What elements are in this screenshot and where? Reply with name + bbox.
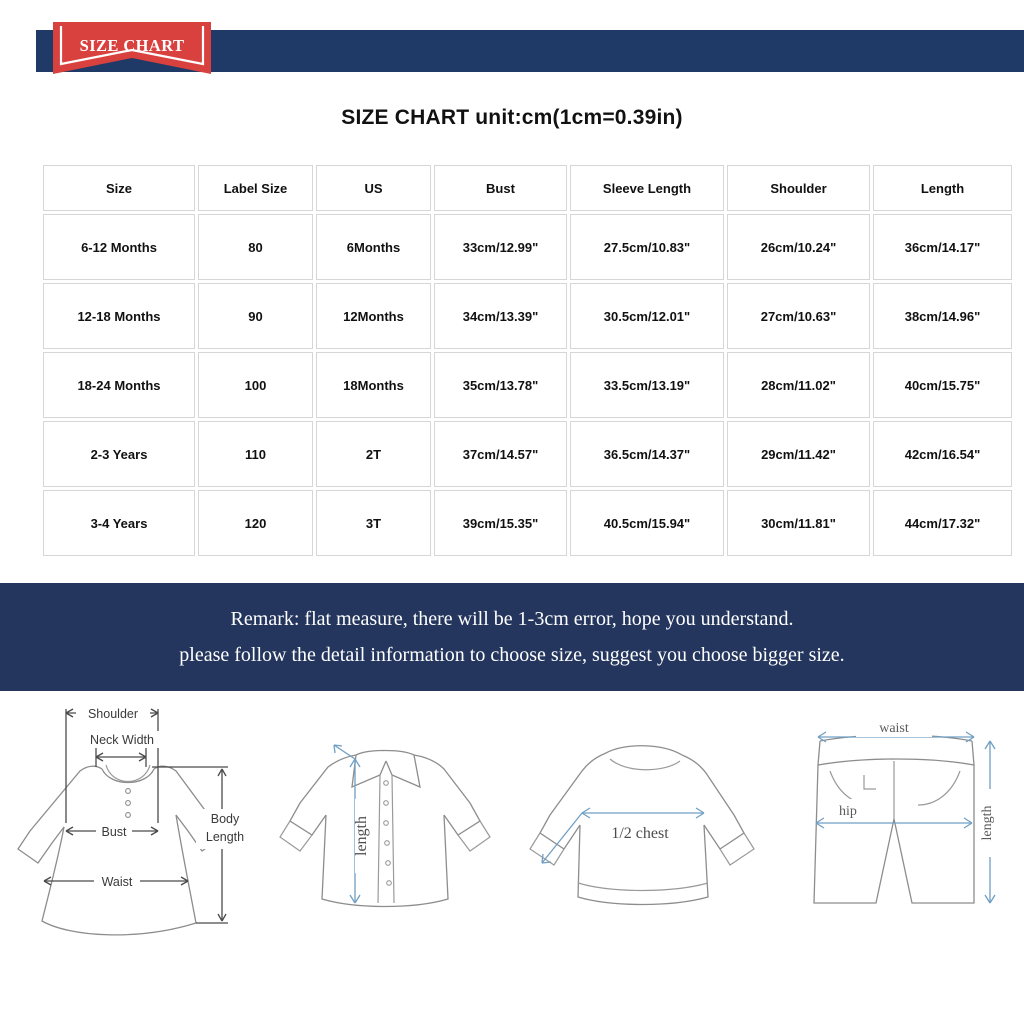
cell-size: 3-4 Years xyxy=(43,490,195,556)
cell-bust: 37cm/14.57" xyxy=(434,421,567,487)
cell-label-size: 110 xyxy=(198,421,313,487)
cell-sleeve-length: 36.5cm/14.37" xyxy=(570,421,724,487)
pants-hip-label: hip xyxy=(839,804,857,819)
cell-us: 12Months xyxy=(316,283,431,349)
ribbon-label: SIZE CHART xyxy=(79,36,185,55)
cell-bust: 33cm/12.99" xyxy=(434,214,567,280)
column-header-bust: Bust xyxy=(434,165,567,211)
cell-length: 40cm/15.75" xyxy=(873,352,1012,418)
measurement-diagrams xyxy=(0,691,1024,951)
cell-size: 6-12 Months xyxy=(43,214,195,280)
cell-shoulder: 27cm/10.63" xyxy=(727,283,870,349)
cell-bust: 39cm/15.35" xyxy=(434,490,567,556)
shirt-illustration-icon xyxy=(256,691,512,951)
cell-size: 2-3 Years xyxy=(43,421,195,487)
table-row xyxy=(43,214,1012,280)
diagram-dress xyxy=(0,691,256,951)
remark-line-2: please follow the detail information to choose size, suggest you choose bigger size. xyxy=(179,644,845,666)
cell-us: 2T xyxy=(316,421,431,487)
cell-us: 3T xyxy=(316,490,431,556)
dress-bust-label: Bust xyxy=(101,825,127,839)
dress-waist-label: Waist xyxy=(101,875,133,889)
table-row xyxy=(43,421,1012,487)
pants-illustration-icon xyxy=(768,691,1024,951)
diagram-shirt xyxy=(256,691,512,951)
diagram-sweatshirt xyxy=(512,691,768,951)
cell-sleeve-length: 30.5cm/12.01" xyxy=(570,283,724,349)
cell-shoulder: 28cm/11.02" xyxy=(727,352,870,418)
column-header-length: Length xyxy=(873,165,1012,211)
cell-sleeve-length: 33.5cm/13.19" xyxy=(570,352,724,418)
cell-length: 36cm/14.17" xyxy=(873,214,1012,280)
cell-length: 42cm/16.54" xyxy=(873,421,1012,487)
pants-waist-label: waist xyxy=(879,721,909,736)
cell-size: 18-24 Months xyxy=(43,352,195,418)
cell-label-size: 90 xyxy=(198,283,313,349)
remark-band xyxy=(0,583,1024,691)
table-header xyxy=(43,165,1012,211)
shirt-length-label: length xyxy=(353,816,370,856)
cell-label-size: 80 xyxy=(198,214,313,280)
cell-bust: 34cm/13.39" xyxy=(434,283,567,349)
column-header-shoulder: Shoulder xyxy=(727,165,870,211)
column-header-us: US xyxy=(316,165,431,211)
top-banner xyxy=(0,0,1024,96)
cell-shoulder: 26cm/10.24" xyxy=(727,214,870,280)
column-header-label-size: Label Size xyxy=(198,165,313,211)
cell-us: 6Months xyxy=(316,214,431,280)
size-chart-ribbon xyxy=(53,22,211,90)
cell-length: 38cm/14.96" xyxy=(873,283,1012,349)
dress-shoulder-label: Shoulder xyxy=(87,707,139,721)
table-row xyxy=(43,352,1012,418)
cell-label-size: 120 xyxy=(198,490,313,556)
page-title: SIZE CHART unit:cm(1cm=0.39in) xyxy=(341,106,683,129)
pants-length-label: length xyxy=(980,805,995,841)
column-header-size: Size xyxy=(43,165,195,211)
diagram-pants xyxy=(768,691,1024,951)
sweatshirt-half-chest-label: 1/2 chest xyxy=(611,825,669,842)
dress-neck-width-label: Neck Width xyxy=(90,733,154,747)
cell-us: 18Months xyxy=(316,352,431,418)
cell-shoulder: 29cm/11.42" xyxy=(727,421,870,487)
cell-label-size: 100 xyxy=(198,352,313,418)
dress-body-length-label-line2: Length xyxy=(205,830,245,844)
cell-bust: 35cm/13.78" xyxy=(434,352,567,418)
remark-line-1: Remark: flat measure, there will be 1-3cm error, hope you understand. xyxy=(230,608,794,630)
cell-length: 44cm/17.32" xyxy=(873,490,1012,556)
table-body xyxy=(43,214,1012,556)
size-chart-table xyxy=(40,162,1015,559)
table-row xyxy=(43,490,1012,556)
cell-sleeve-length: 40.5cm/15.94" xyxy=(570,490,724,556)
column-header-sleeve-length: Sleeve Length xyxy=(570,165,724,211)
table-header-row xyxy=(43,165,1012,211)
table-row xyxy=(43,283,1012,349)
sweatshirt-illustration-icon xyxy=(512,691,768,951)
cell-size: 12-18 Months xyxy=(43,283,195,349)
dress-body-length-label-line1: Body xyxy=(210,812,240,826)
cell-sleeve-length: 27.5cm/10.83" xyxy=(570,214,724,280)
cell-shoulder: 30cm/11.81" xyxy=(727,490,870,556)
dress-illustration-icon xyxy=(0,691,256,951)
